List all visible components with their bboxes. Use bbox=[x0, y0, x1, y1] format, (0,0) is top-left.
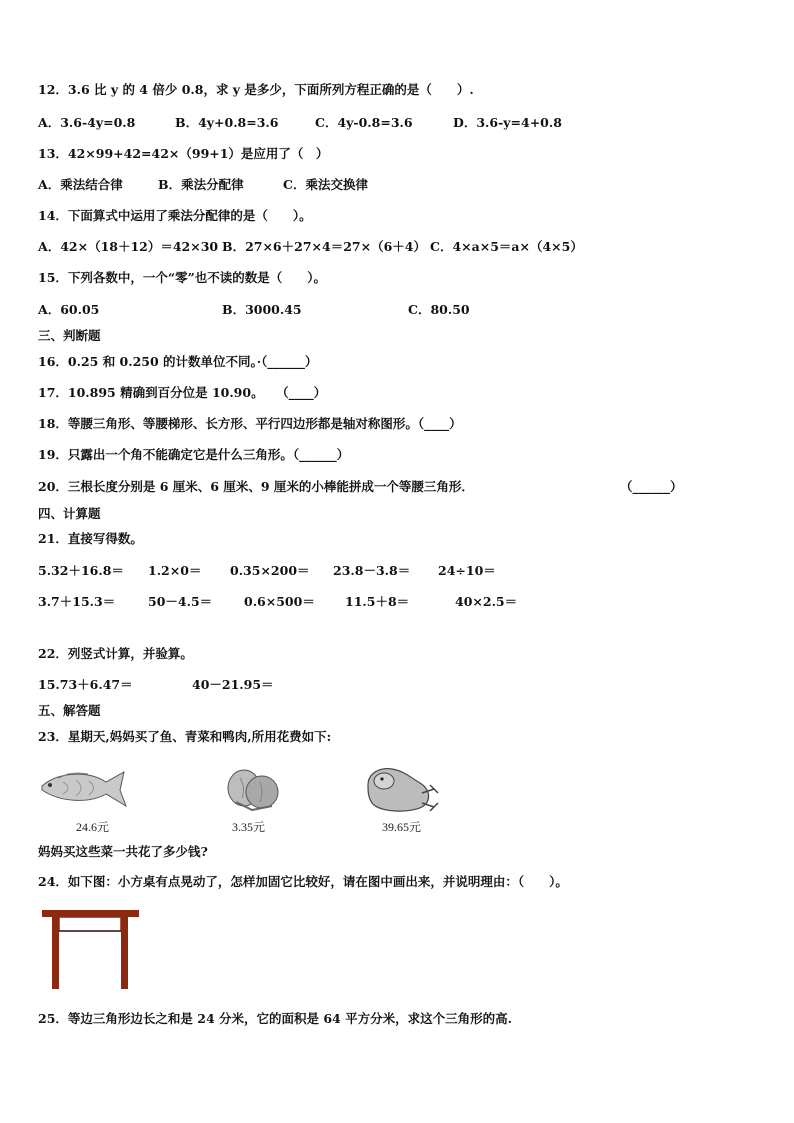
q12-option-c: C．4y-0.8=3.6 bbox=[315, 115, 413, 130]
q20-blank: （______） bbox=[620, 479, 683, 494]
q21-r1-item5: 24÷10＝ bbox=[438, 563, 496, 578]
q21-r2-item1: 3.7＋15.3＝ bbox=[38, 594, 116, 609]
table-icon bbox=[42, 910, 142, 990]
q13-option-c: C．乘法交换律 bbox=[283, 177, 368, 192]
q14-option-a: A．42×（18＋12）＝42×30 bbox=[38, 239, 219, 254]
q21-r2-item4: 11.5＋8＝ bbox=[345, 594, 410, 609]
q15-option-a: A．60.05 bbox=[38, 302, 100, 317]
q15-stem: 15．下列各数中，一个“零”也不读的数是（ ）。 bbox=[38, 270, 327, 285]
q13-option-a: A．乘法结合律 bbox=[38, 177, 123, 192]
q12-stem: 12．3.6 比 y 的 4 倍少 0.8，求 y 是多少，下面所列方程正确的是（ ）. bbox=[38, 82, 474, 97]
q14-option-b: B．27×6＋27×4＝27×（6＋4） bbox=[222, 239, 426, 254]
q21-r1-item3: 0.35×200＝ bbox=[230, 563, 310, 578]
q21-r1-item4: 23.8－3.8＝ bbox=[333, 563, 411, 578]
q13-option-b: B．乘法分配律 bbox=[158, 177, 244, 192]
q23-question: 妈妈买这些菜一共花了多少钱? bbox=[38, 844, 208, 859]
q19-text: 19．只露出一个角不能确定它是什么三角形。（______） bbox=[38, 447, 350, 462]
q21-r2-item2: 50－4.5＝ bbox=[148, 594, 213, 609]
q12-option-a: A．3.6-4y=0.8 bbox=[38, 115, 136, 130]
q17-text: 17．10.895 精确到百分位是 10.90。 （____） bbox=[38, 385, 327, 400]
duck-price: 39.65元 bbox=[382, 820, 422, 834]
q24-text: 24．如下图：小方桌有点晃动了，怎样加固它比较好，请在图中画出来，并说明理由：（ ）。 bbox=[38, 874, 568, 889]
q21-r1-item2: 1.2×0＝ bbox=[148, 563, 202, 578]
section-judgement-title: 三、判断题 bbox=[38, 328, 101, 343]
cabbage-icon bbox=[222, 762, 284, 812]
q13-stem: 13．42×99+42=42×（99+1）是应用了（ ） bbox=[38, 146, 329, 161]
q12-option-d: D．3.6-y=4+0.8 bbox=[453, 115, 562, 130]
q22-item1: 15.73＋6.47＝ bbox=[38, 677, 133, 692]
q12-option-b: B．4y+0.8=3.6 bbox=[175, 115, 279, 130]
q16-text: 16．0.25 和 0.250 的计数单位不同。·（______） bbox=[38, 354, 318, 369]
section-solve-title: 五、解答题 bbox=[38, 703, 101, 718]
q15-option-c: C．80.50 bbox=[408, 302, 470, 317]
q14-stem: 14．下面算式中运用了乘法分配律的是（ ）。 bbox=[38, 208, 312, 223]
section-calculation-title: 四、计算题 bbox=[38, 506, 101, 521]
q25-text: 25．等边三角形边长之和是 24 分米，它的面积是 64 平方分米，求这个三角形的高. bbox=[38, 1011, 512, 1026]
q15-option-b: B．3000.45 bbox=[222, 302, 302, 317]
q18-text: 18．等腰三角形、等腰梯形、长方形、平行四边形都是轴对称图形。（____） bbox=[38, 416, 462, 431]
q20-stem: 20．三根长度分别是 6 厘米、6 厘米、9 厘米的小棒能拼成一个等腰三角形． bbox=[38, 479, 474, 494]
q23-stem: 23．星期天,妈妈买了鱼、青菜和鸭肉,所用花费如下: bbox=[38, 729, 332, 744]
q21-r1-item1: 5.32＋16.8＝ bbox=[38, 563, 124, 578]
fish-price: 24.6元 bbox=[76, 820, 110, 834]
q21-r2-item3: 0.6×500＝ bbox=[244, 594, 315, 609]
q22-stem: 22．列竖式计算，并验算。 bbox=[38, 646, 193, 661]
duck-icon bbox=[360, 763, 442, 815]
q21-r2-item5: 40×2.5＝ bbox=[455, 594, 518, 609]
fish-icon bbox=[38, 764, 128, 814]
q21-stem: 21．直接写得数。 bbox=[38, 531, 143, 546]
q22-item2: 40－21.95＝ bbox=[192, 677, 274, 692]
q14-option-c: C．4×a×5＝a×（4×5） bbox=[430, 239, 583, 254]
cabbage-price: 3.35元 bbox=[232, 820, 266, 834]
